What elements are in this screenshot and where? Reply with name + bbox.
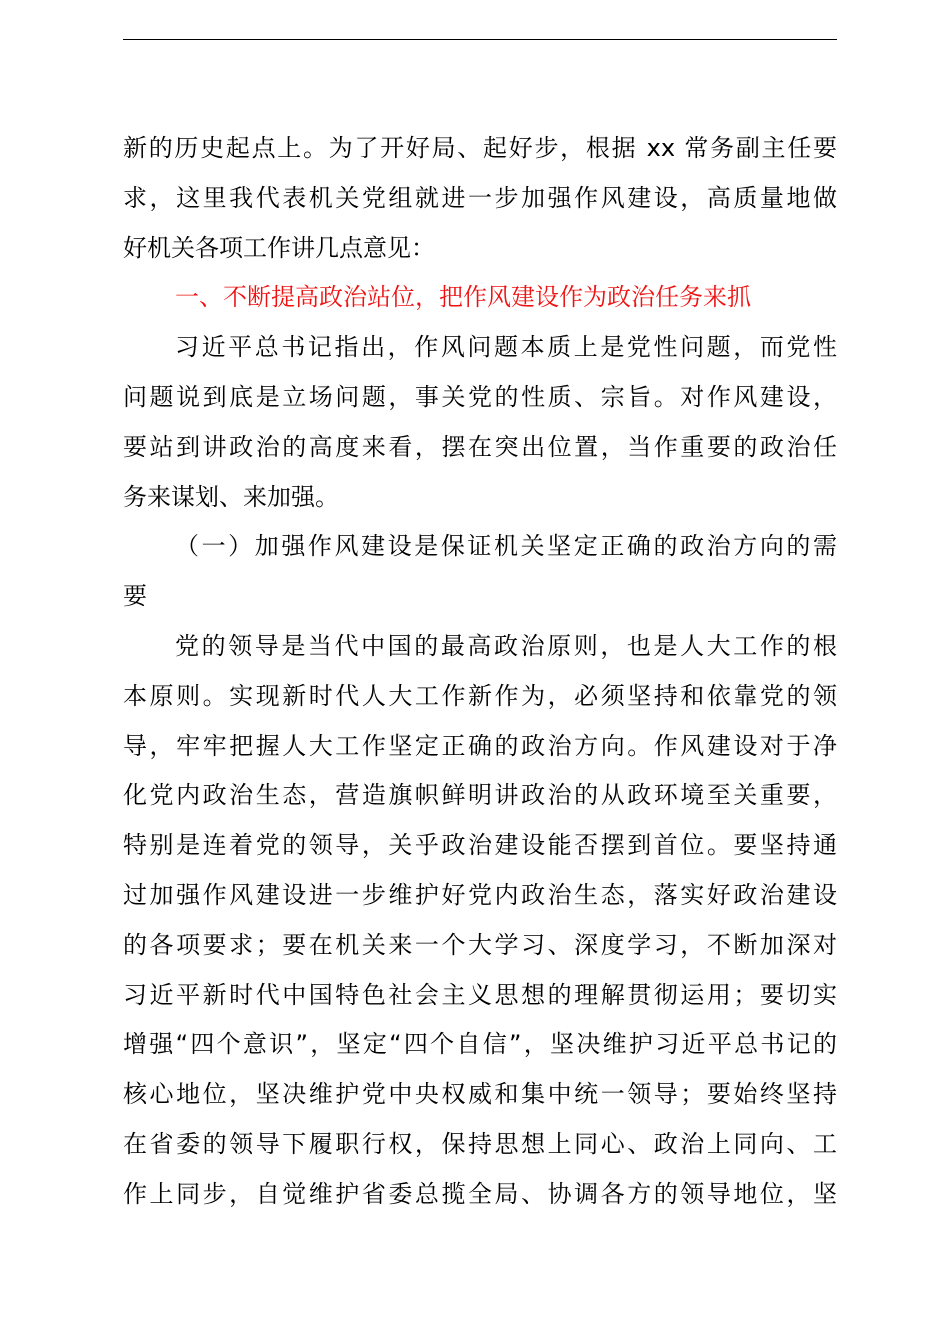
text-line: 化党内政治生态，营造旗帜鲜明讲政治的从政环境至关重要，	[123, 781, 837, 810]
text-line: 新的历史起点上。为了开好局、起好步，根据 xx 常务副主任要	[123, 134, 837, 162]
intro-paragraph	[123, 124, 837, 273]
text-line: 特别是连着党的领导，关乎政治建设能否摆到首位。要坚持通	[123, 831, 837, 860]
text-line: 务来谋划、来加强。	[123, 482, 339, 511]
subheading-1	[123, 522, 837, 622]
text-line: 的各项要求；要在机关来一个大学习、深度学习，不断加深对	[123, 930, 837, 959]
body-paragraph-1	[123, 323, 837, 522]
subheading-line: 要	[123, 582, 147, 611]
text-line: 本原则。实现新时代人大工作新作为，必须坚持和依靠党的领	[123, 681, 837, 710]
header-rule	[123, 39, 837, 40]
text-line: 求，这里我代表机关党组就进一步加强作风建设，高质量地做	[123, 183, 837, 212]
text-line: 在省委的领导下履职行权，保持思想上同心、政治上同向、工	[123, 1129, 837, 1158]
document-body	[123, 124, 837, 1220]
section-heading-1	[123, 273, 837, 323]
text-line: 要站到讲政治的高度来看，摆在突出位置，当作重要的政治任	[123, 432, 837, 461]
text-line: 党的领导是当代中国的最高政治原则，也是人大工作的根	[175, 631, 837, 660]
text-line: 问题说到底是立场问题，事关党的性质、宗旨。对作风建设，	[123, 382, 837, 411]
text-line: 核心地位，坚决维护党中央权威和集中统一领导；要始终坚持	[123, 1080, 837, 1109]
text-line: 导，牢牢把握人大工作坚定正确的政治方向。作风建设对于净	[123, 731, 837, 760]
text-line: 过加强作风建设进一步维护好党内政治生态，落实好政治建设	[123, 880, 837, 909]
text-line: 习近平新时代中国特色社会主义思想的理解贯彻运用；要切实	[123, 980, 837, 1009]
text-line: 习近平总书记指出，作风问题本质上是党性问题，而党性	[175, 333, 837, 362]
text-line: 作上同步，自觉维护省委总揽全局、协调各方的领导地位，坚	[123, 1179, 837, 1208]
heading-line: 一、不断提高政治站位，把作风建设作为政治任务来抓	[175, 283, 751, 312]
body-paragraph-2	[123, 622, 837, 1220]
subheading-line: （一）加强作风建设是保证机关坚定正确的政治方向的需	[175, 532, 837, 561]
text-line: 增强“四个意识”，坚定“四个自信”，坚决维护习近平总书记的	[123, 1030, 837, 1059]
text-line: 好机关各项工作讲几点意见：	[123, 233, 435, 262]
